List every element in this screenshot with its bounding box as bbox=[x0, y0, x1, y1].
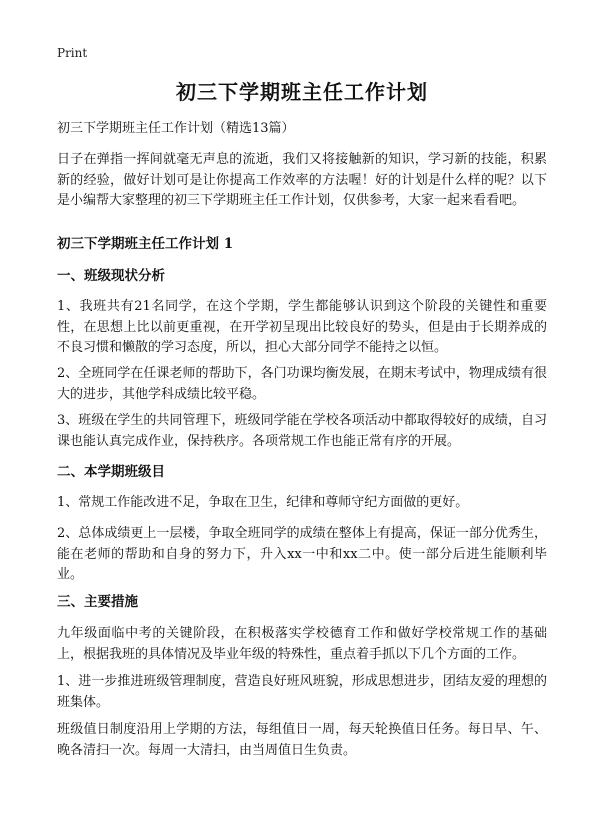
paragraph-overall-grades: 2、总体成绩更上一层楼，争取全班同学的成绩在整体上有提高，保证一部分优秀生，能在老师的帮助和自身的努力下，升入xx一中和xx二中。使一部分后进生能顺利毕业。 bbox=[57, 526, 547, 582]
paragraph-class-system: 1、进一步推进班级管理制度，营造良好班风班貌，形成思想进步，团结友爱的理想的班集体。 bbox=[57, 674, 547, 710]
heading-semester-goals: 二、本学期班级目 bbox=[57, 464, 165, 480]
paragraph-class-size: 1、我班共有21名同学，在这个学期，学生都能够认识到这个阶段的关键性和重要性，在思想上比以前更重视，在开学初呈现出比较良好的势头，但是由于长期养成的不良习惯和懒散的学习态度，所以，担心大部分同学不能持之以恒。 bbox=[57, 299, 547, 355]
heading-situation-analysis: 一、班级现状分析 bbox=[57, 268, 165, 284]
paragraph-subject-progress: 2、全班同学在任课老师的帮助下，各门功课均衡发展，在期末考试中，物理成绩有很大的进步，其他学科成绩比较平稳。 bbox=[57, 366, 547, 402]
paragraph-grade-nine: 九年级面临中考的关键阶段，在积极落实学校德育工作和做好学校常规工作的基础上，根据我班的具体情况及毕业年级的特殊性，重点着手抓以下几个方面的工作。 bbox=[57, 626, 547, 662]
print-link[interactable]: Print bbox=[57, 46, 88, 60]
intro-paragraph: 日子在弹指一挥间就毫无声息的流逝，我们又将接触新的知识，学习新的技能，积累新的经验，做好计划可是让你提高工作效率的方法喔！好的计划是什么样的呢？以下是小编帮大家整理的初三下学期班主任工作计划，仅供参考，大家一起来看看吧。 bbox=[57, 152, 547, 208]
paragraph-routine-work: 1、常规工作能改进不足，争取在卫生，纪律和尊师守纪方面做的更好。 bbox=[57, 495, 469, 510]
document-title: 初三下学期班主任工作计划 bbox=[176, 80, 428, 104]
document-subtitle: 初三下学期班主任工作计划（精选13篇） bbox=[57, 121, 295, 136]
section-title: 初三下学期班主任工作计划 1 bbox=[57, 236, 234, 252]
paragraph-duty-rota: 班级值日制度沿用上学期的方法，每组值日一周，每天轮换值日任务。每日早、午、晚各清扫一次。每周一大清扫，由当周值日生负责。 bbox=[57, 722, 547, 758]
heading-main-measures: 三、主要措施 bbox=[57, 594, 138, 610]
paragraph-class-management: 3、班级在学生的共同管理下，班级同学能在学校各项活动中都取得较好的成绩，自习课也能认真完成作业，保持秩序。各项常规工作也能正常有序的开展。 bbox=[57, 413, 547, 449]
